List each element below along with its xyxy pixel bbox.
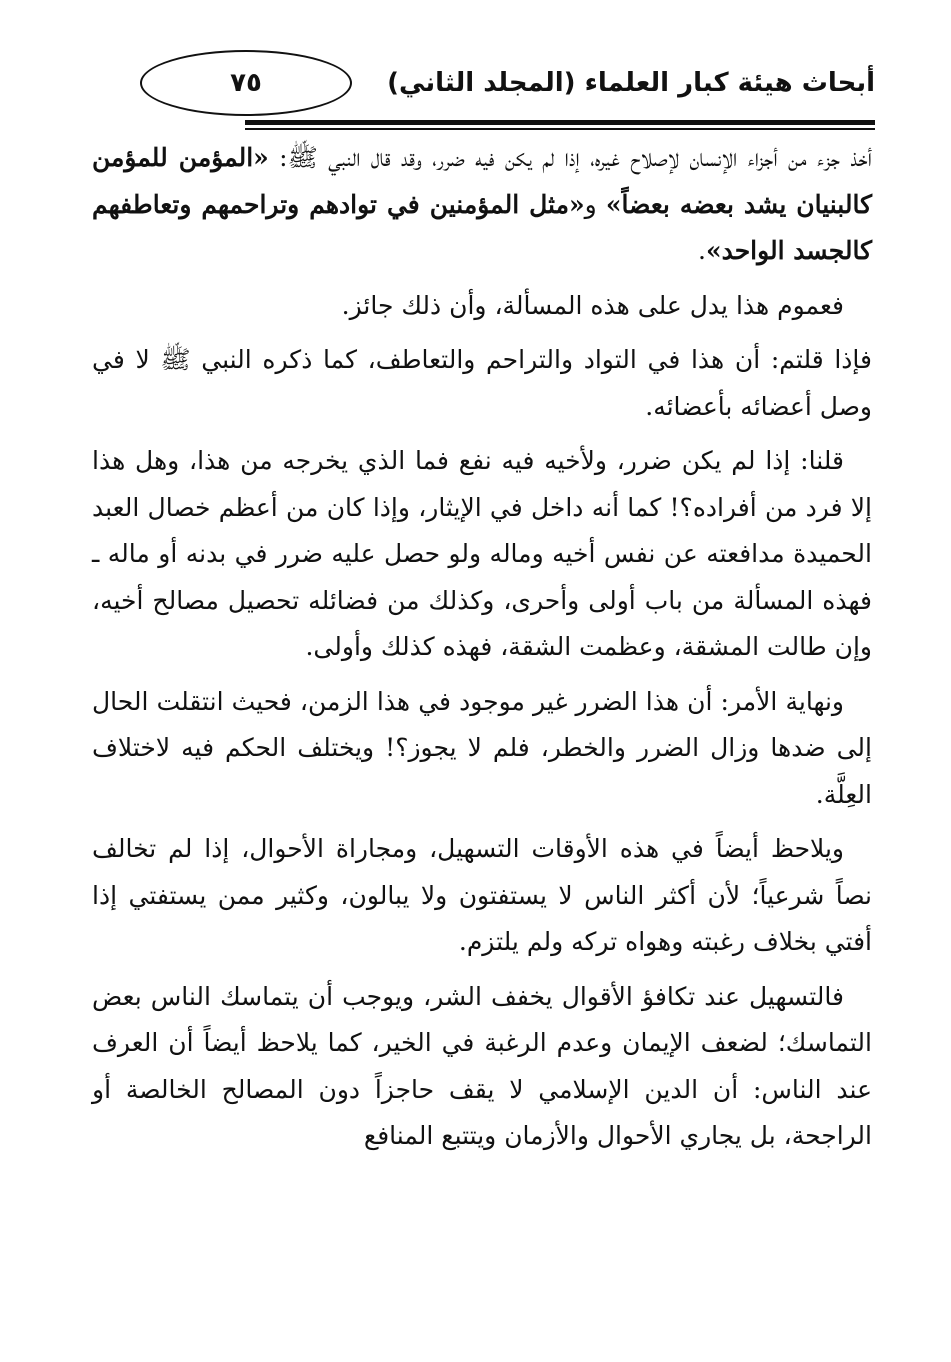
header-rule-thick (245, 120, 875, 125)
header-rule-thin (245, 128, 875, 130)
page-header (95, 50, 875, 128)
page-number: ٧٥ (230, 68, 262, 98)
conjunction: و (584, 189, 606, 219)
paragraph-4: قلنا: إذا لم يكن ضرر، ولأخيه فيه نفع فما الذي يخرجه من هذا، وهل هذا إلا فرد من أفراده؟! كما أنه داخل في الإيثار، وإذا كان من أعظم خصال العبد الحميدة مدافعته عن نفس أخيه وماله ولو حصل عليه ضرر في بدنه أو ماله ـ فهذه المسألة من باب أولى وأحرى، وكذلك من فضائله تحصيل مصالح أخيه، وإن طالت المشقة، وعظمت الشقة، فهذه كذلك وأولى. (92, 446, 872, 661)
running-title: أبحاث هيئة كبار العلماء (المجلد الثاني) (387, 68, 875, 98)
paragraph-1-end: . (698, 236, 706, 265)
paragraph-7: فالتسهيل عند تكافؤ الأقوال يخفف الشر، ويوجب أن يتماسك الناس بعض التماسك؛ لضعف الإيمان وعدم الرغبة في الخير، كما يلاحظ أيضاً أن العرف عند الناس: أن الدين الإسلامي لا يقف حاجزاً دون المصالح الخالصة أو الراجحة، بل يجاري الأحوال والأزمان ويتتبع المنافع (92, 981, 872, 1150)
paragraph-6: ويلاحظ أيضاً في هذه الأوقات التسهيل، ومجاراة الأحوال، إذا لم تخالف نصاً شرعياً؛ لأن أكثر الناس لا يستفتون ولا يبالون، وكثير ممن يستفتي إذا أفتي بخلاف رغبته وهواه تركه ولم يلتزم. (92, 834, 872, 956)
paragraph-2: فعموم هذا يدل على هذه المسألة، وأن ذلك جائز. (341, 290, 844, 320)
body-text (92, 135, 872, 1168)
paragraph-1-text: أخذ جزء من أجزاء الإنسان لإصلاح غيره، إذا لم يكن فيه ضرر، وقد قال النبي ﷺ: (268, 143, 872, 172)
hadith-quote-1: «المؤمن للمؤمن كالبنيان يشد بعضه بعضاً» (92, 143, 872, 219)
paragraph-1 (92, 135, 872, 275)
paragraph-3: فإذا قلتم: أن هذا في التواد والتراحم والتعاطف، كما ذكره النبي ﷺ لا في وصل أعضائه بأعضائه. (92, 345, 872, 421)
paragraph-5: ونهاية الأمر: أن هذا الضرر غير موجود في هذا الزمن، فحيث انتقلت الحال إلى ضدها وزال الضرر والخطر، فلم لا يجوز؟! ويختلف الحكم فيه لاختلاف العِلَّة. (92, 686, 872, 809)
page-number-oval (140, 50, 352, 116)
hadith-quote-2: «مثل المؤمنين في توادهم وتراحمهم وتعاطفهم كالجسد الواحد» (92, 189, 872, 265)
